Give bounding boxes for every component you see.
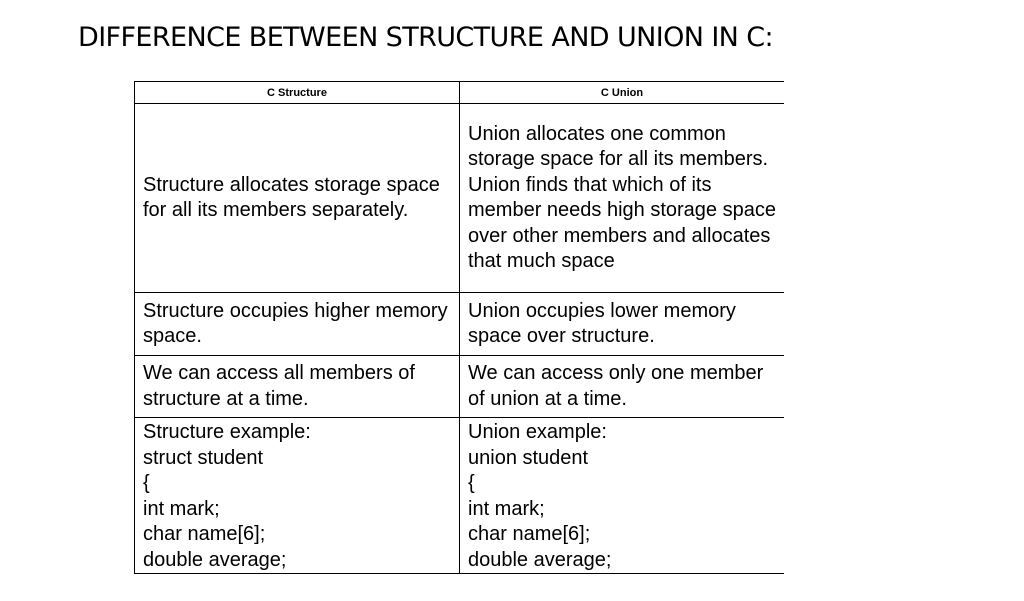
structure-example-text: Structure example: struct student { int mark; char name[6]; double average;: [143, 421, 311, 571]
structure-cell: [135, 104, 460, 293]
union-cell: [460, 293, 785, 356]
union-storage-text: Union allocates one common storage space for all its members. Union finds that which of its member needs high storage space over other members and allocates that much space: [468, 122, 776, 272]
table-row: [135, 293, 785, 356]
union-cell: [460, 104, 785, 293]
table-header-row: [135, 82, 785, 104]
union-cell: [460, 418, 785, 574]
structure-cell: [135, 293, 460, 356]
structure-cell: [135, 356, 460, 418]
table-row: [135, 104, 785, 293]
header-c-structure: C Structure: [135, 82, 460, 104]
table-row: [135, 356, 785, 418]
structure-cell: [135, 418, 460, 574]
union-access-text: We can access only one member of union at a time.: [468, 362, 764, 410]
header-c-union: C Union: [460, 82, 785, 104]
slide-title: DIFFERENCE BETWEEN STRUCTURE AND UNION IN C:: [78, 22, 774, 53]
comparison-table: [134, 81, 784, 574]
table-row: [135, 418, 785, 574]
comparison-table-container: [134, 81, 784, 601]
union-memory-text: Union occupies lower memory space over structure.: [468, 299, 736, 347]
union-cell: [460, 356, 785, 418]
structure-memory-text: Structure occupies higher memory space.: [143, 299, 448, 347]
union-example-text: Union example: union student { int mark; char name[6]; double average;: [468, 421, 612, 571]
structure-access-text: We can access all members of structure at a time.: [143, 362, 415, 410]
structure-storage-text: Structure allocates storage space for all its members separately.: [143, 173, 440, 221]
